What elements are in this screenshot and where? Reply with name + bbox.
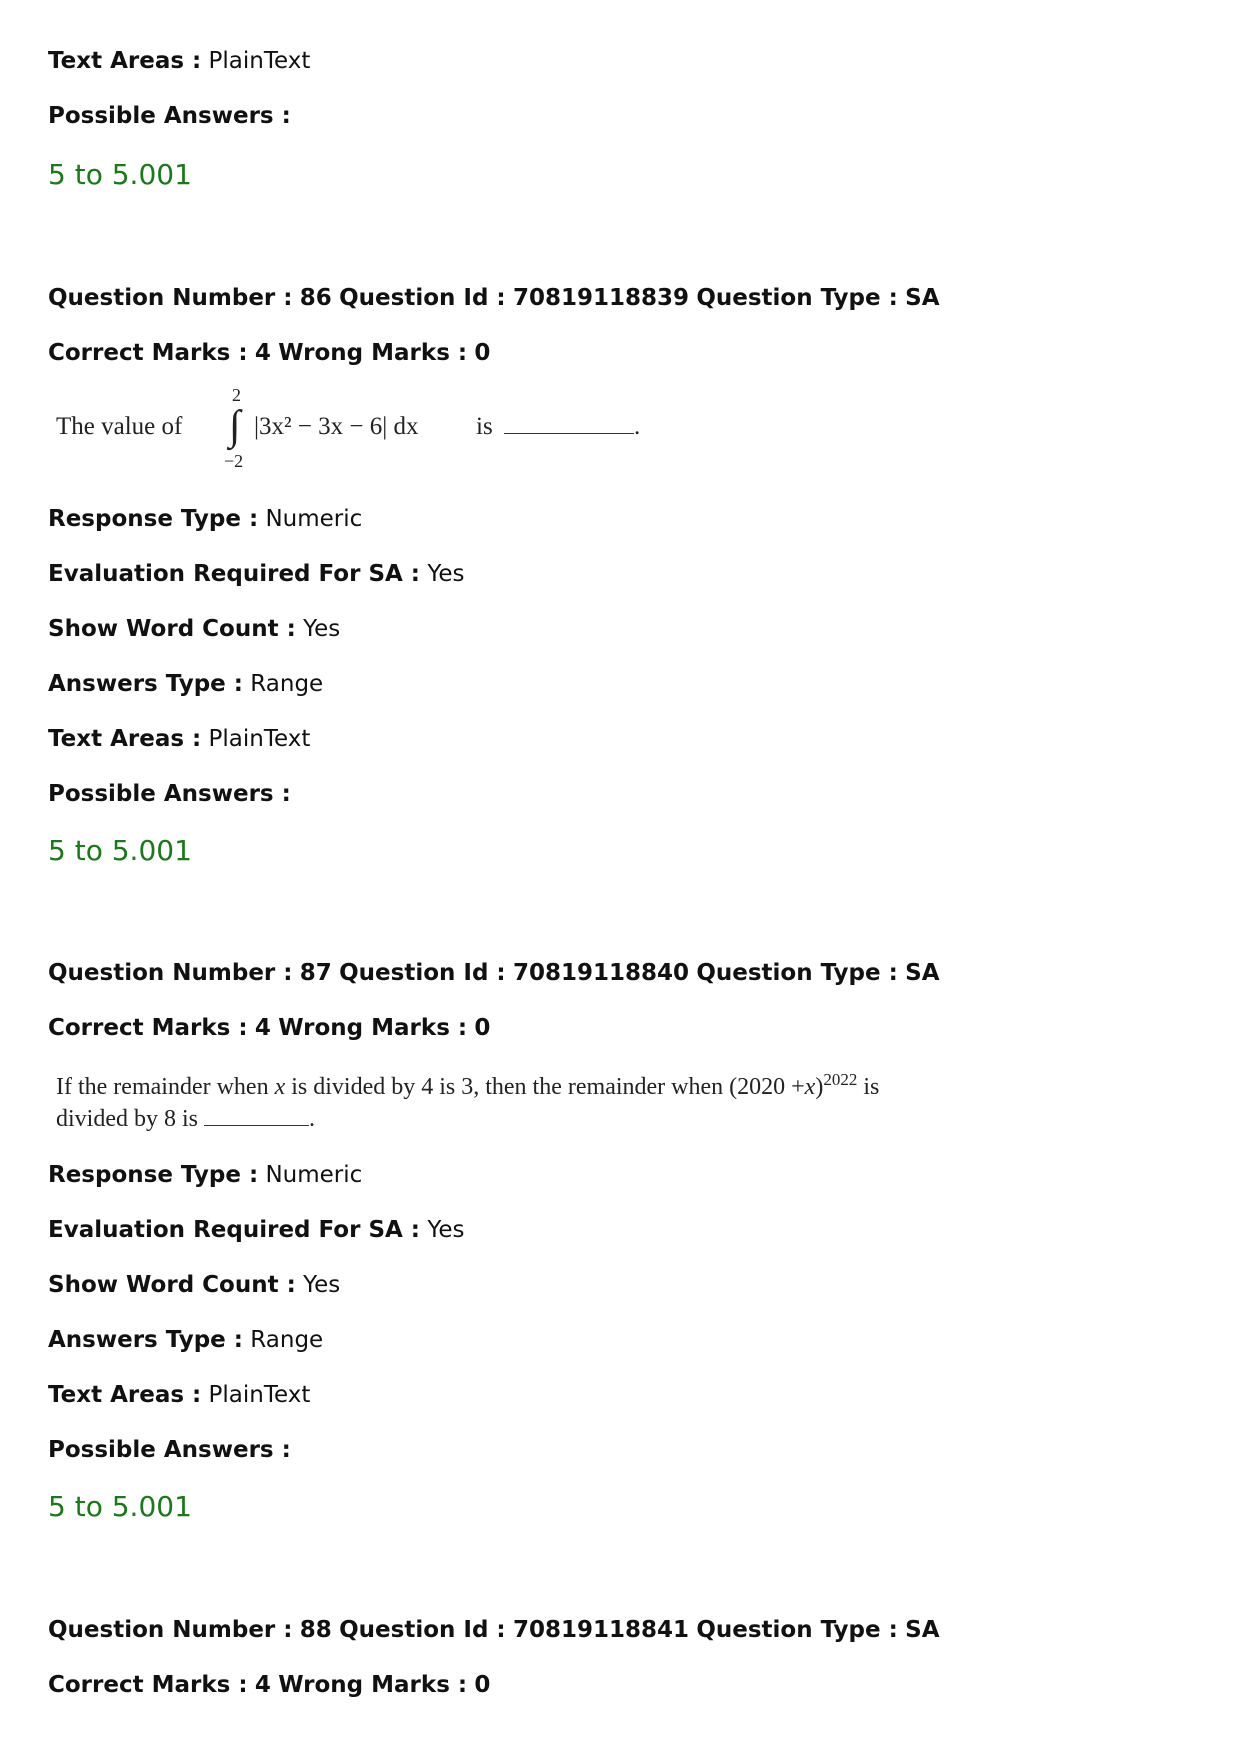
- question-id-label: Question Id :: [339, 1617, 506, 1643]
- question-type-label: Question Type :: [696, 960, 898, 986]
- text-areas-value: PlainText: [208, 48, 311, 74]
- question-number: 87: [299, 960, 332, 986]
- answers-type-label: Answers Type :: [48, 671, 243, 697]
- question-text-segment: is divided by 4 is 3, then the remainder when (2020 +: [291, 1074, 805, 1100]
- answers-type-value: Range: [250, 1327, 324, 1353]
- possible-answer-value: 5 to 5.001: [48, 158, 192, 191]
- wrong-marks-label: Wrong Marks :: [278, 1672, 468, 1698]
- question-header: [48, 1615, 940, 1645]
- question-type-label: Question Type :: [696, 285, 898, 311]
- marks-row: [48, 338, 490, 368]
- evaluation-required-value: Yes: [427, 1217, 465, 1243]
- show-word-count-row: [48, 1270, 340, 1300]
- question-text-segment: If the remainder when: [56, 1074, 269, 1100]
- question-id: 70819118841: [512, 1617, 689, 1643]
- question-type: SA: [905, 1617, 940, 1643]
- question-id-label: Question Id :: [339, 285, 506, 311]
- show-word-count-label: Show Word Count :: [48, 1272, 296, 1298]
- evaluation-required-label: Evaluation Required For SA :: [48, 1217, 421, 1243]
- variable-x: x: [274, 1074, 286, 1100]
- possible-answer-value: 5 to 5.001: [48, 1490, 192, 1523]
- correct-marks-label: Correct Marks :: [48, 1672, 248, 1698]
- evaluation-required-row: [48, 1215, 464, 1245]
- correct-marks-label: Correct Marks :: [48, 340, 248, 366]
- question-line-1: [56, 1064, 879, 1103]
- possible-answers-row: [48, 779, 291, 809]
- correct-marks: 4: [254, 1672, 271, 1698]
- wrong-marks: 0: [474, 1015, 491, 1041]
- text-areas-row: [48, 724, 310, 754]
- response-type-row: [48, 1160, 362, 1190]
- response-type-row: [48, 504, 362, 534]
- evaluation-required-value: Yes: [427, 561, 465, 587]
- upper-limit: 2: [232, 385, 241, 405]
- question-number: 88: [299, 1617, 332, 1643]
- possible-answers-label: Possible Answers :: [48, 103, 291, 129]
- question-type: SA: [905, 960, 940, 986]
- question-text-segment: is: [863, 1074, 880, 1100]
- answers-type-label: Answers Type :: [48, 1327, 243, 1353]
- question-number-label: Question Number :: [48, 1617, 293, 1643]
- question-line-2: divided by 8 is .: [56, 1106, 315, 1132]
- answers-type-value: Range: [250, 671, 324, 697]
- wrong-marks-label: Wrong Marks :: [278, 1015, 468, 1041]
- marks-row: [48, 1013, 490, 1043]
- lower-limit: −2: [224, 451, 244, 471]
- response-type-value: Numeric: [265, 1162, 363, 1188]
- text-areas-value: PlainText: [208, 726, 311, 752]
- variable-x: x: [804, 1074, 816, 1100]
- correct-marks-label: Correct Marks :: [48, 1015, 248, 1041]
- question-text-segment: divided by 8 is: [56, 1106, 198, 1132]
- question-id: 70819118840: [512, 960, 689, 986]
- show-word-count-value: Yes: [303, 616, 341, 642]
- question-text-integral: [56, 385, 676, 475]
- text-areas-label: Text Areas :: [48, 1382, 202, 1408]
- show-word-count-row: [48, 614, 340, 644]
- question-id-label: Question Id :: [339, 960, 506, 986]
- text-areas-label: Text Areas :: [48, 726, 202, 752]
- answer-blank: [204, 1121, 309, 1126]
- question-number-label: Question Number :: [48, 960, 293, 986]
- text-areas-row: [48, 1380, 310, 1410]
- text-areas-row: [48, 46, 310, 76]
- marks-row: [48, 1670, 490, 1700]
- text-areas-value: PlainText: [208, 1382, 311, 1408]
- question-suffix: is: [476, 413, 493, 440]
- answers-type-row: [48, 669, 323, 699]
- response-type-label: Response Type :: [48, 506, 259, 532]
- correct-marks: 4: [254, 340, 271, 366]
- question-header: [48, 958, 940, 988]
- integrand: |3x² − 3x − 6| dx: [254, 413, 419, 440]
- integral-sign-icon: ∫: [229, 403, 241, 449]
- correct-marks: 4: [254, 1015, 271, 1041]
- wrong-marks: 0: [474, 1672, 491, 1698]
- question-number-label: Question Number :: [48, 285, 293, 311]
- question-text-segment: ): [815, 1074, 824, 1100]
- possible-answers-label: Possible Answers :: [48, 1437, 291, 1463]
- answer-blank: .: [504, 413, 640, 441]
- question-type-label: Question Type :: [696, 1617, 898, 1643]
- question-header: [48, 283, 940, 313]
- text-areas-label: Text Areas :: [48, 48, 202, 74]
- show-word-count-value: Yes: [303, 1272, 341, 1298]
- possible-answers-row: [48, 1435, 291, 1465]
- question-number: 86: [299, 285, 332, 311]
- wrong-marks-label: Wrong Marks :: [278, 340, 468, 366]
- response-type-value: Numeric: [265, 506, 363, 532]
- show-word-count-label: Show Word Count :: [48, 616, 296, 642]
- response-type-label: Response Type :: [48, 1162, 259, 1188]
- question-prefix: The value of: [56, 413, 183, 440]
- answers-type-row: [48, 1325, 323, 1355]
- possible-answers-row: [48, 101, 291, 131]
- question-id: 70819118839: [512, 285, 689, 311]
- possible-answer-value: 5 to 5.001: [48, 834, 192, 867]
- evaluation-required-row: [48, 559, 464, 589]
- exponent: 2022: [823, 1070, 858, 1089]
- question-type: SA: [905, 285, 940, 311]
- evaluation-required-label: Evaluation Required For SA :: [48, 561, 421, 587]
- wrong-marks: 0: [474, 340, 491, 366]
- possible-answers-label: Possible Answers :: [48, 781, 291, 807]
- question-text-remainder: [56, 1064, 879, 1135]
